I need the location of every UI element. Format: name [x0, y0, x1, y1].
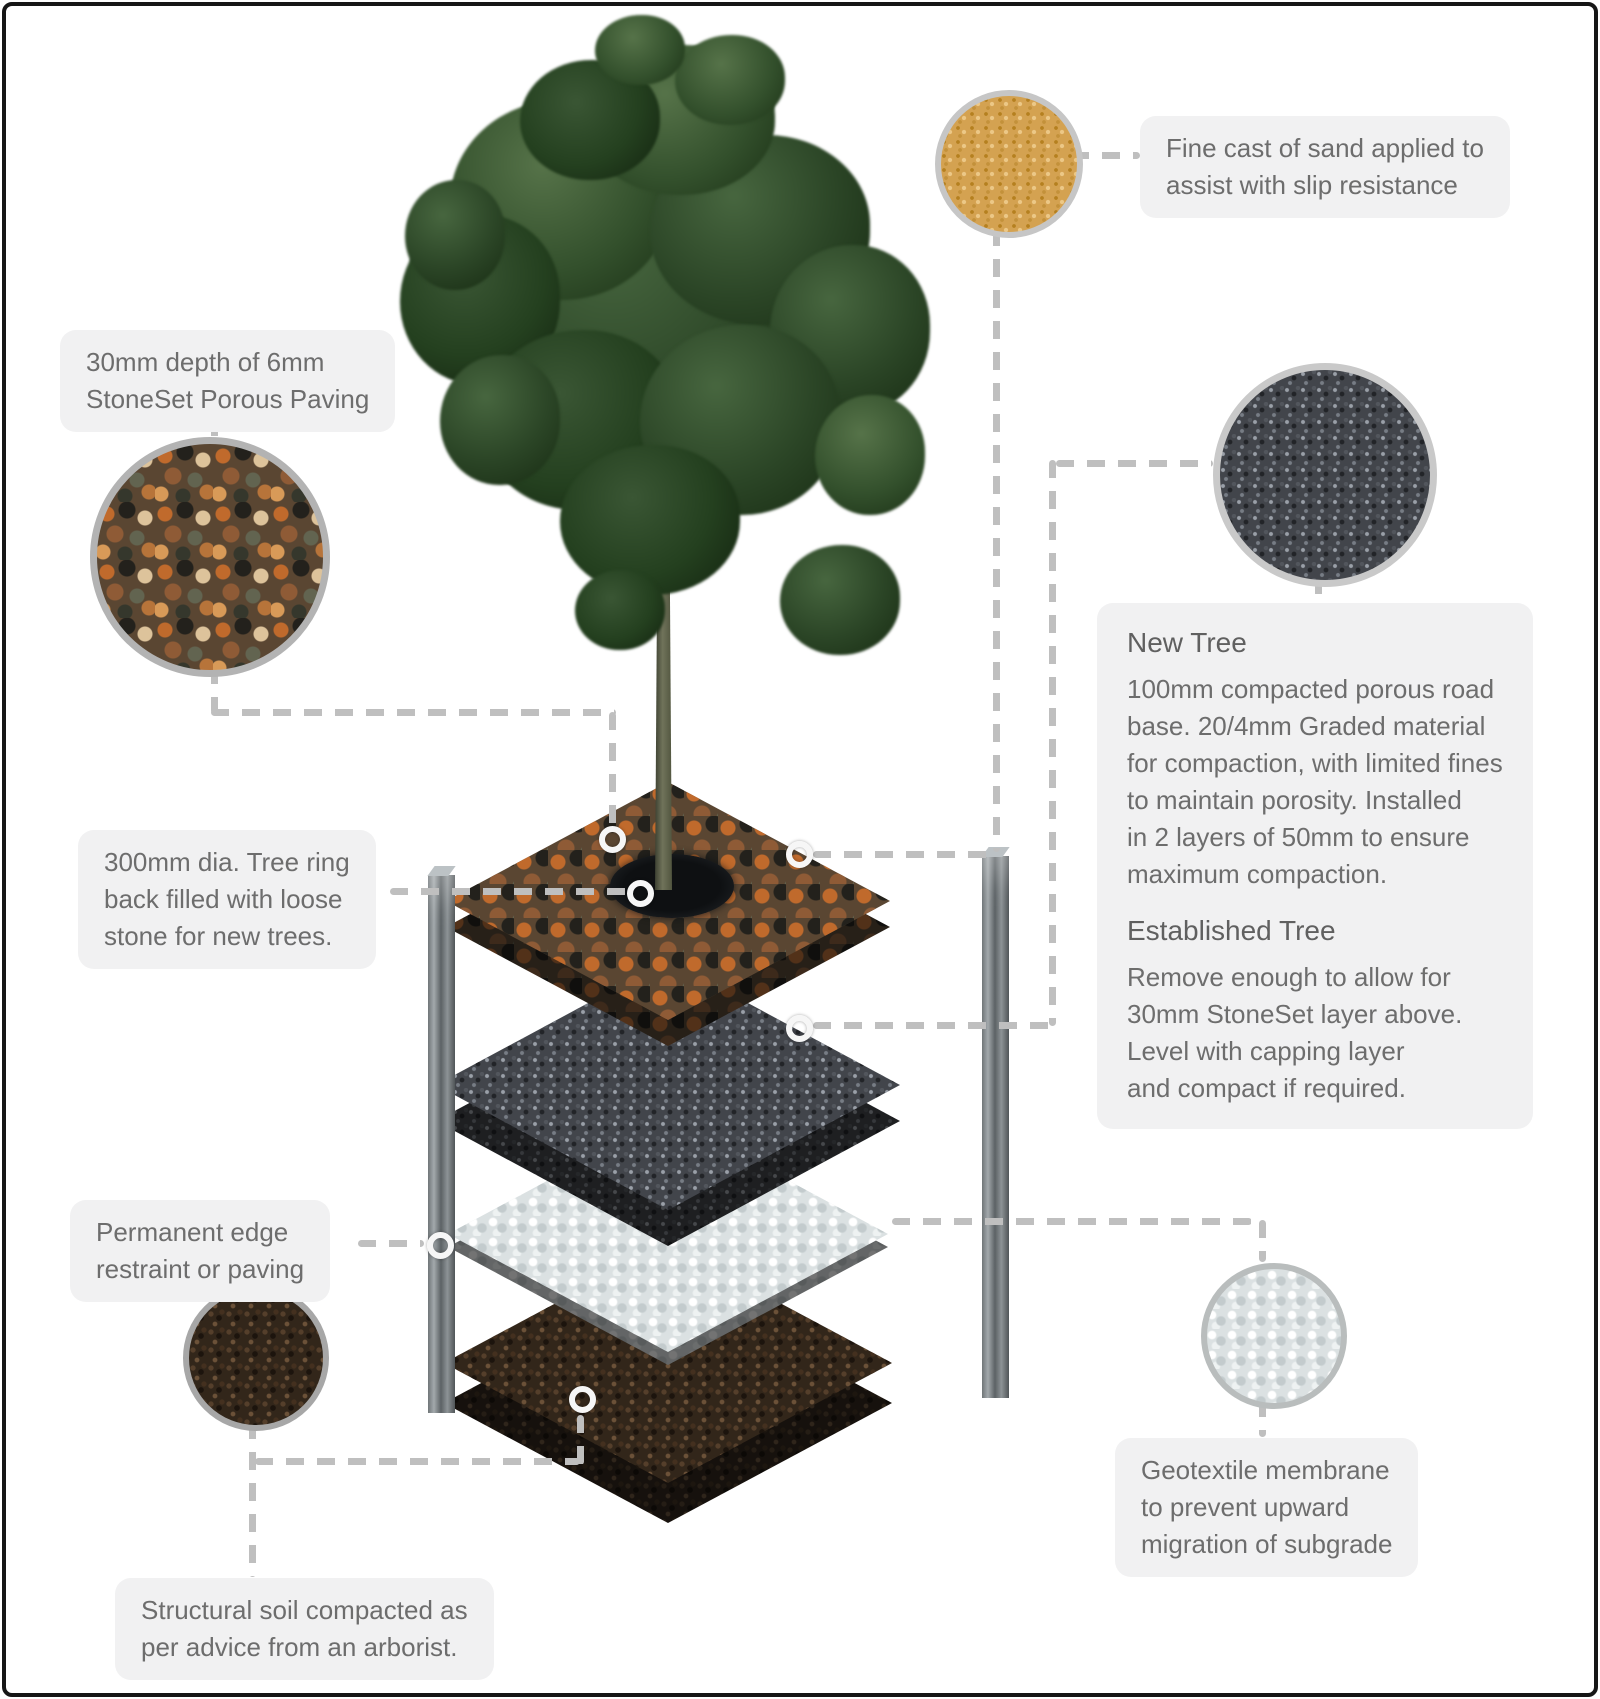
foliage-blob [405, 180, 505, 290]
road-base-sample-swatch [1213, 363, 1437, 587]
connector-roadbase-to-layer [813, 1022, 1053, 1029]
connector-soil-swatch-to-note [249, 1421, 256, 1577]
note-geotextile-line: migration of subgrade [1141, 1529, 1393, 1559]
connector-roadbase-swatch-left [1056, 460, 1213, 467]
note-edge-restraint [70, 1200, 330, 1302]
marker-edge-post [427, 1232, 454, 1259]
connector-roadbase-down [1049, 460, 1056, 1026]
note-geotextile-line: Geotextile membrane [1141, 1455, 1390, 1485]
note-new-tree-line: to maintain porosity. Installed [1127, 785, 1462, 815]
note-tree-ring-line: back filled with loose [104, 884, 343, 914]
marker-sand-on-layer [786, 841, 813, 868]
foliage-blob [675, 35, 785, 125]
note-established-tree-line: and compact if required. [1127, 1073, 1406, 1103]
note-tree-ring-line: stone for new trees. [104, 921, 333, 951]
note-edge-line: Permanent edge [96, 1217, 289, 1247]
connector-sand-to-layer [813, 851, 997, 858]
note-tree-ring [78, 830, 376, 969]
connector-geotextile-to-swatch [1259, 1220, 1266, 1262]
note-established-tree-line: 30mm StoneSet layer above. [1127, 999, 1463, 1029]
note-sand-line: Fine cast of sand applied to [1166, 133, 1484, 163]
note-established-tree-line: Level with capping layer [1127, 1036, 1405, 1066]
marker-stoneset-layer [599, 826, 626, 853]
edge-post-right [982, 856, 1009, 1398]
marker-tree-ring [627, 880, 654, 907]
note-new-tree-line: 100mm compacted porous road [1127, 674, 1495, 704]
edge-post-left [428, 875, 455, 1413]
foliage-blob [815, 395, 925, 515]
note-geotextile-line: to prevent upward [1141, 1492, 1350, 1522]
note-tree-ring-line: 300mm dia. Tree ring [104, 847, 350, 877]
connector-geotextile-across [892, 1218, 1252, 1225]
note-new-tree-line: in 2 layers of 50mm to ensure [1127, 822, 1470, 852]
note-sand-line: assist with slip resistance [1166, 170, 1458, 200]
connector-edge-to-post [358, 1240, 424, 1247]
note-edge-line: restraint or paving [96, 1254, 305, 1284]
note-soil-line: per advice from an arborist. [141, 1632, 458, 1662]
connector-soil-across [255, 1458, 580, 1465]
note-soil-line: Structural soil compacted as [141, 1595, 468, 1625]
note-stoneset [60, 330, 395, 432]
connector-stoneset-across [211, 709, 616, 716]
connector-sand-down [993, 228, 1000, 852]
note-geotextile [1115, 1438, 1418, 1577]
note-established-tree-heading: Established Tree [1127, 915, 1336, 946]
marker-structural-soil [569, 1386, 596, 1413]
connector-treering-to-layer [390, 888, 628, 895]
note-installation-details [1097, 603, 1533, 1129]
foliage-blob [595, 15, 685, 85]
note-sand [1140, 116, 1510, 218]
note-new-tree-heading: New Tree [1127, 627, 1247, 658]
connector-stoneset-to-layer [609, 712, 616, 826]
foliage-blob [780, 545, 900, 655]
stoneset-sample-swatch [90, 437, 330, 677]
note-stoneset-line: StoneSet Porous Paving [86, 384, 370, 414]
foliage-blob [440, 355, 560, 485]
tree-foliage [400, 10, 920, 690]
note-new-tree-line: maximum compaction. [1127, 859, 1388, 889]
foliage-blob [575, 570, 665, 650]
foliage-blob [560, 445, 740, 595]
geotextile-sample-swatch [1201, 1263, 1347, 1409]
note-new-tree-line: for compaction, with limited fines [1127, 748, 1503, 778]
marker-road-base-layer [786, 1015, 813, 1042]
note-structural-soil [115, 1578, 494, 1680]
note-stoneset-line: 30mm depth of 6mm [86, 347, 325, 377]
soil-sample-swatch [183, 1285, 329, 1431]
sand-sample-swatch [935, 90, 1083, 238]
note-established-tree-line: Remove enough to allow for [1127, 962, 1451, 992]
note-new-tree-line: base. 20/4mm Graded material [1127, 711, 1486, 741]
